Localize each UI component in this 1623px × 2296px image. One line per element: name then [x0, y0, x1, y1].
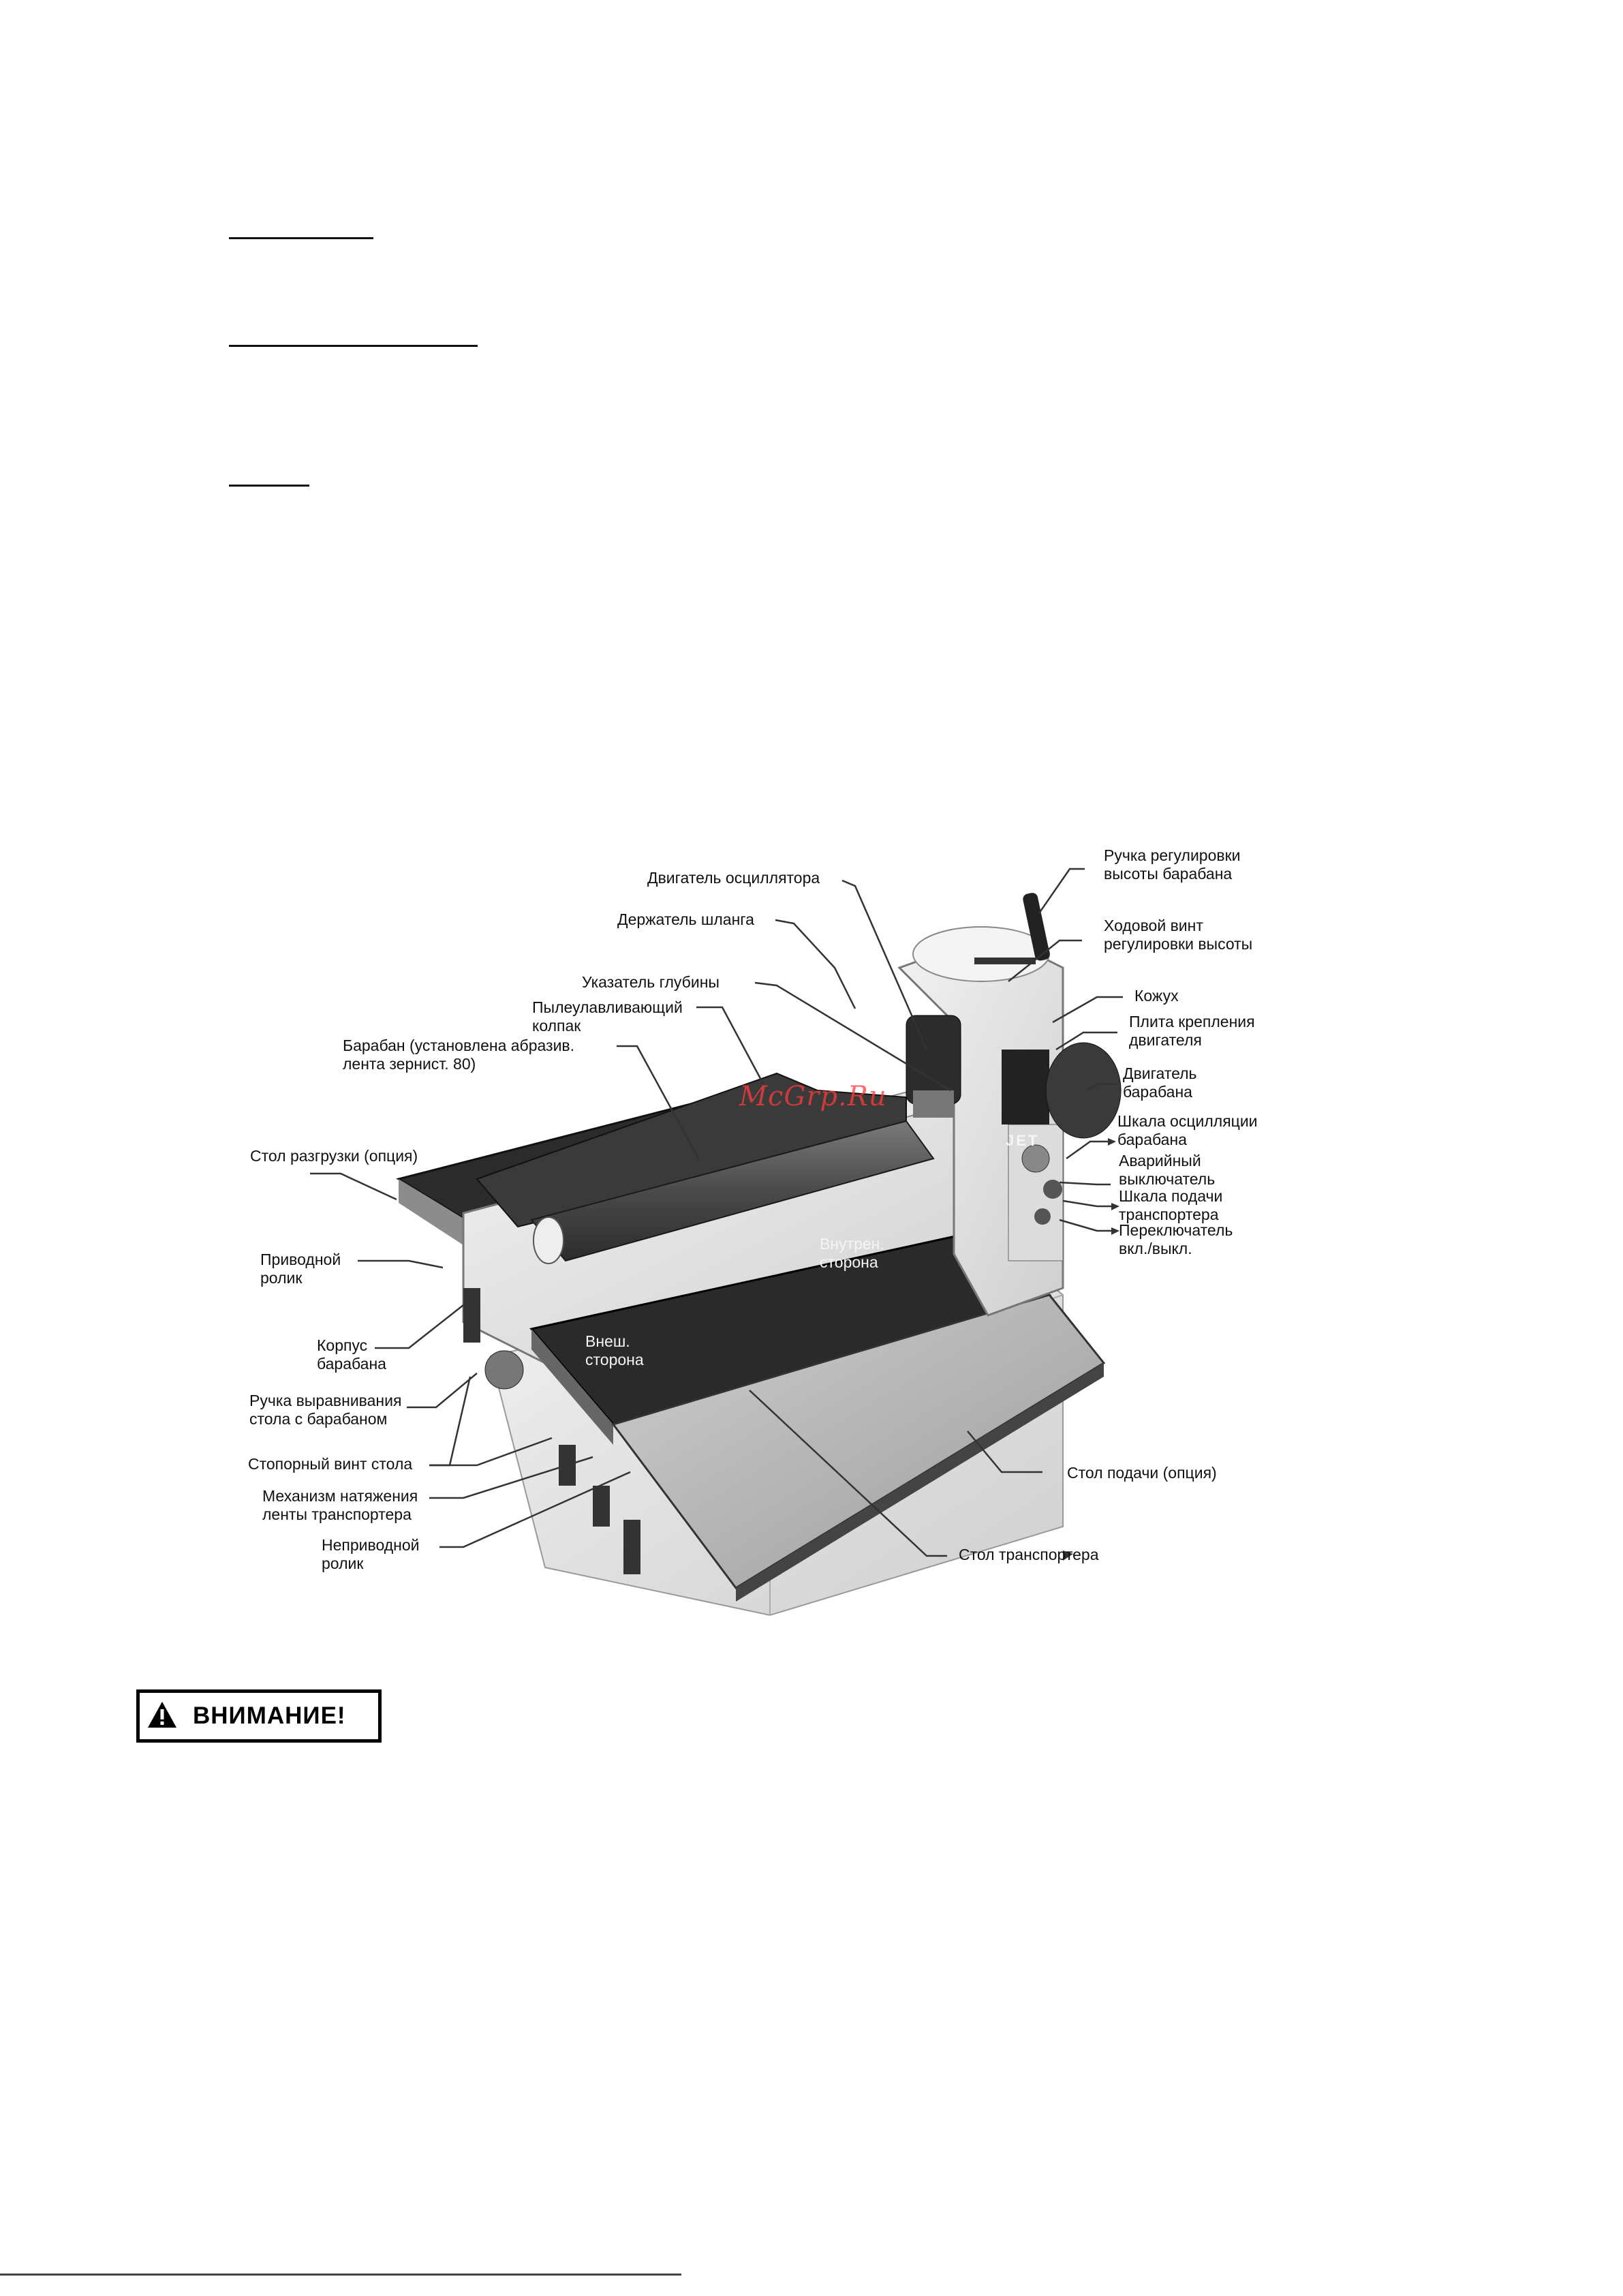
- warning-label: ВНИМАНИЕ!: [193, 1702, 346, 1729]
- warning-triangle-icon: [146, 1700, 178, 1732]
- label-drum-housing: Корпус барабана: [317, 1336, 386, 1373]
- label-table-align-handle: Ручка выравнивания стола с барабаном: [249, 1392, 402, 1428]
- label-cover: Кожух: [1134, 987, 1179, 1005]
- warning-box: [136, 1689, 382, 1743]
- label-table-lock-screw: Стопорный винт стола: [248, 1455, 413, 1473]
- label-drum: Барабан (установлена абразив. лента зернист. 80): [343, 1037, 575, 1073]
- label-oscillator-motor: Двигатель осциллятора: [647, 869, 820, 887]
- footer-rule: [0, 2274, 681, 2276]
- oscillator-motor-shape: [906, 1015, 961, 1118]
- label-idler-roller: Неприводной ролик: [322, 1536, 420, 1572]
- label-height-crank: Ручка регулировки высоты барабана: [1104, 846, 1241, 883]
- label-outer-side: Внеш. сторона: [585, 1332, 644, 1368]
- jet-logo: JET: [1006, 1132, 1040, 1149]
- label-drive-roller: Приводной ролик: [260, 1251, 341, 1287]
- label-feed-scale: Шкала подачи транспортера: [1119, 1187, 1223, 1223]
- label-oscillation-scale: Шкала осцилляции барабана: [1117, 1112, 1258, 1148]
- label-inner-side: Внутрен. сторона: [820, 1235, 884, 1271]
- label-depth-indicator: Указатель глубины: [582, 973, 720, 991]
- label-height-leadscrew: Ходовой винт регулировки высоты: [1104, 917, 1253, 953]
- label-belt-tension: Механизм натяжения ленты транспортера: [262, 1487, 418, 1523]
- label-conveyor-table: Стол транспортера: [959, 1546, 1099, 1563]
- label-emergency-stop: Аварийный выключатель: [1119, 1152, 1216, 1188]
- watermark-text: McGrp.Ru: [739, 1081, 887, 1112]
- label-drum-motor: Двигатель барабана: [1123, 1065, 1197, 1101]
- label-infeed-table: Стол подачи (опция): [1067, 1464, 1217, 1482]
- label-on-off-switch: Переключатель вкл./выкл.: [1119, 1221, 1233, 1257]
- label-outfeed-table: Стол разгрузки (опция): [250, 1147, 418, 1165]
- label-motor-plate: Плита крепления двигателя: [1129, 1013, 1255, 1049]
- label-dust-hood: Пылеулавливающий колпак: [532, 998, 683, 1035]
- label-hose-holder: Держатель шланга: [617, 910, 754, 928]
